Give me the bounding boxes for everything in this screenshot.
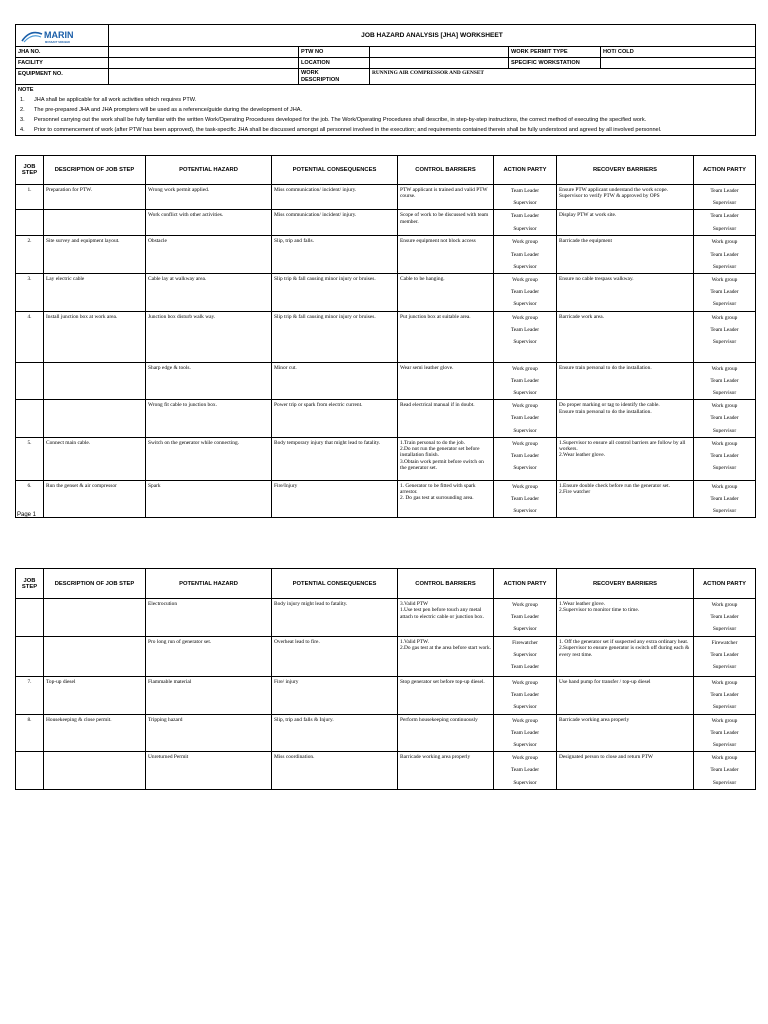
action-party-entry: Team Leader	[710, 289, 739, 296]
location-value	[370, 58, 509, 69]
recovery-barrier-cell: Ensure train personal to do the installation.	[557, 362, 694, 400]
page-number: Page 1	[17, 512, 37, 518]
note-item	[20, 115, 753, 125]
work-permit-type-value: HOT/ COLD	[601, 47, 756, 58]
action-party-entry: Work group	[512, 680, 538, 686]
action-party-entry: Supervisor	[712, 465, 737, 472]
description-cell: Install junction box at work area.	[44, 311, 146, 362]
hazard-cell: Electrocution	[146, 599, 272, 637]
action-party-entry: Team Leader	[710, 415, 739, 422]
action-party-entry: Work group	[512, 717, 538, 724]
recovery-barrier-cell: Do proper marking or tag to identify the cable. Ensure train personal to do the installation.	[557, 400, 694, 438]
action-party-entry: Team Leader	[710, 453, 739, 460]
action-party-entry: Team Leader	[510, 289, 540, 296]
description-cell	[44, 210, 146, 236]
facility-label: FACILITY	[16, 58, 109, 69]
action-party-2-cell	[694, 437, 756, 480]
action-party-entry: Work group	[711, 717, 738, 724]
action-party-entry: Supervisor	[712, 508, 737, 515]
consequences-cell: Slip, trip and falls.	[272, 236, 398, 274]
action-party-entry: Team Leader	[510, 496, 540, 503]
action-party-cell	[494, 437, 557, 480]
description-cell: Top-up diesel	[44, 677, 146, 715]
action-party-2-cell	[694, 311, 756, 362]
consequences-cell: Slip trip & fall causing minor injury or bruises.	[272, 274, 398, 312]
table-row	[16, 437, 756, 480]
jha-table-page-2	[15, 568, 756, 790]
description-cell	[44, 362, 146, 400]
control-barrier-cell: Ensure equipment not block access	[398, 236, 494, 274]
action-party-entry: Team Leader	[510, 213, 540, 220]
action-party-entry: Supervisor	[712, 200, 737, 207]
hazard-cell: Spark	[146, 480, 272, 518]
job-step-cell: 6.	[16, 480, 44, 518]
col-job-step: JOB STEP	[16, 156, 44, 185]
action-party-entry: Team Leader	[710, 251, 739, 258]
action-party-entry: Work group	[711, 403, 738, 410]
job-step-cell: 2.	[16, 236, 44, 274]
action-party-cell	[494, 480, 557, 518]
note-item	[20, 105, 753, 115]
control-barrier-cell: 1.Train personal to do the job. 2.Do not run the generator set before installation finish. 3.Obtain work permit before switch on the generator set.	[398, 437, 494, 480]
recovery-barrier-cell: 1.Wear leather glove. 2.Supervisor to monitor time to time.	[557, 599, 694, 637]
control-barrier-cell: 1.Valid PTW. 2.Do gas test at the area before start work.	[398, 637, 494, 677]
col-hazard: POTENTIAL HAZARD	[146, 569, 272, 599]
action-party-entry: Supervisor	[712, 626, 737, 633]
hazard-cell: Unreturned Permit	[146, 752, 272, 790]
description-cell	[44, 599, 146, 637]
note-text: JHA shall be applicable for all work activities which requires PTW.	[34, 97, 197, 103]
control-barrier-cell: Wear semi leather glove.	[398, 362, 494, 400]
jha-no-value	[109, 47, 299, 58]
col-control: CONTROL BARRIERS	[398, 156, 494, 185]
col-description: DESCRIPTION OF JOB STEP	[44, 156, 146, 185]
table-row	[16, 311, 756, 362]
action-party-entry: Work group	[711, 277, 738, 284]
action-party-entry: Work group	[512, 483, 538, 490]
job-step-cell: 3.	[16, 274, 44, 312]
action-party-entry: Team Leader	[510, 614, 540, 621]
control-barrier-cell: 1. Generator to be fitted with spark arrestor. 2. Do gas test at surrounding area.	[398, 480, 494, 518]
action-party-entry: Supervisor	[712, 263, 737, 270]
table-row	[16, 274, 756, 312]
table-row	[16, 480, 756, 518]
action-party-entry: Supervisor	[513, 339, 537, 346]
table-row	[16, 677, 756, 715]
work-permit-type-label: WORK PERMIT TYPE	[509, 47, 601, 58]
job-step-cell	[16, 400, 44, 438]
notes-section	[16, 85, 756, 136]
action-party-2-cell	[694, 210, 756, 236]
action-party-entry: Supervisor	[513, 742, 537, 749]
hazard-cell: Flammable material	[146, 677, 272, 715]
action-party-entry: Supervisor	[513, 263, 537, 270]
specific-workstation-label: SPECIFIC WORKSTATION	[509, 58, 601, 69]
ptw-no-label: PTW NO	[299, 47, 370, 58]
col-consequences: POTENTIAL CONSEQUENCES	[272, 156, 398, 185]
control-barrier-cell: 3.Valid PTW 1.Use test pen before touch any metal attach to electric cable or junction box.	[398, 599, 494, 637]
facility-value	[109, 58, 299, 69]
document-title: JOB HAZARD ANALYSIS [JHA] WORKSHEET	[109, 25, 756, 47]
hazard-cell: Cable lay at walkway area.	[146, 274, 272, 312]
table-row	[16, 400, 756, 438]
control-barrier-cell: Perform housekeeping continuously	[398, 714, 494, 752]
action-party-entry: Supervisor	[513, 704, 537, 711]
hazard-cell: Switch on the generator while connecting.	[146, 437, 272, 480]
description-cell: Site survey and equipment layout.	[44, 236, 146, 274]
table-row	[16, 637, 756, 677]
col-hazard: POTENTIAL HAZARD	[146, 156, 272, 185]
col-action-party: ACTION PARTY	[494, 156, 557, 185]
recovery-barrier-cell: Ensure no cable trespass walkway.	[557, 274, 694, 312]
description-cell: Housekeeping & close permit.	[44, 714, 146, 752]
action-party-entry: Supervisor	[513, 200, 537, 207]
action-party-cell	[494, 210, 557, 236]
action-party-entry: Supervisor	[712, 390, 737, 397]
action-party-entry: Work group	[512, 239, 538, 246]
job-step-cell	[16, 210, 44, 236]
action-party-entry: Work group	[711, 680, 738, 686]
recovery-barrier-cell: 1.Supervisor to ensure all control barriers are follow by all workers. 2.Wear leather glove.	[557, 437, 694, 480]
description-cell: Lay electric cable	[44, 274, 146, 312]
action-party-2-cell	[694, 677, 756, 715]
control-barrier-cell: Put junction box at suitable area.	[398, 311, 494, 362]
action-party-cell	[494, 311, 557, 362]
action-party-entry: Supervisor	[712, 301, 737, 308]
control-barrier-cell: Cable to be hanging.	[398, 274, 494, 312]
action-party-entry: Supervisor	[712, 427, 737, 434]
specific-workstation-value	[601, 58, 756, 69]
logo-cell	[16, 25, 109, 47]
note-number: 3.	[20, 117, 25, 123]
col-action-party-2: ACTION PARTY	[694, 156, 756, 185]
action-party-entry: Team Leader	[710, 692, 739, 699]
action-party-entry: Team Leader	[510, 692, 540, 699]
action-party-entry: Work group	[512, 602, 538, 608]
logo-subtext: MUSSAVT SDN BHD	[45, 41, 71, 44]
col-recovery: RECOVERY BARRIERS	[557, 156, 694, 185]
consequences-cell: Body injury might lead to fatality.	[272, 599, 398, 637]
company-logo	[20, 28, 104, 44]
action-party-entry: Supervisor	[712, 704, 737, 711]
action-party-cell	[494, 400, 557, 438]
action-party-entry: Work group	[711, 440, 738, 447]
action-party-entry: Supervisor	[513, 390, 537, 397]
logo-text: MARIN	[44, 30, 74, 40]
action-party-entry: Supervisor	[513, 427, 537, 434]
description-cell	[44, 400, 146, 438]
action-party-entry: Firewatcher	[512, 640, 538, 646]
table-row	[16, 752, 756, 790]
consequences-cell: Miss communication/ incident/ injury.	[272, 185, 398, 210]
jha-header-table	[15, 24, 756, 136]
description-cell: Preparation for PTW.	[44, 185, 146, 210]
action-party-cell	[494, 677, 557, 715]
action-party-entry: Supervisor	[513, 465, 537, 472]
hazard-cell: Sharp edge & tools.	[146, 362, 272, 400]
job-step-cell	[16, 362, 44, 400]
hazard-cell: Tripping hazard	[146, 714, 272, 752]
action-party-cell	[494, 274, 557, 312]
job-step-cell: 1.	[16, 185, 44, 210]
note-item	[20, 125, 753, 135]
action-party-entry: Work group	[512, 277, 538, 284]
col-job-step: JOB STEP	[16, 569, 44, 599]
recovery-barrier-cell: Designated person to close and return PTW	[557, 752, 694, 790]
note-text: Prior to commencement of work (after PTW has been approved), the task-specific JHA shall be discussed amongst all personnel involved in the execution; and requirements contained therein shall be fully understood and agreed by all involved personnel.	[34, 127, 662, 133]
hazard-cell: Obstacle	[146, 236, 272, 274]
action-party-entry: Team Leader	[510, 188, 540, 194]
table-row	[16, 185, 756, 210]
job-step-cell: 7.	[16, 677, 44, 715]
col-recovery: RECOVERY BARRIERS	[557, 569, 694, 599]
recovery-barrier-cell: Use hand pump for transfer / top-up diesel	[557, 677, 694, 715]
control-barrier-cell: Read electrical manual if in doubt.	[398, 400, 494, 438]
action-party-entry: Team Leader	[710, 767, 739, 774]
action-party-entry: Work group	[512, 314, 538, 321]
note-text: Personnel carrying out the work shall be fully familiar with the written Work/Operating Procedures developed for the job. The Work/Operating Procedures shall describe, in step-by-step instructions, the correct method of executing the specified work.	[34, 117, 647, 123]
action-party-cell	[494, 185, 557, 210]
note-text: The pre-prepared JHA and JHA prompters will be used as a reference/guide during the development of JHA.	[34, 107, 303, 113]
control-barrier-cell: Stop generator set before top-up diesel.	[398, 677, 494, 715]
description-cell: Run the genset & air compressor	[44, 480, 146, 518]
hazard-cell: Pro long run of generator set.	[146, 637, 272, 677]
equipment-no-value	[109, 69, 299, 85]
action-party-entry: Supervisor	[712, 225, 737, 232]
action-party-entry: Team Leader	[510, 767, 540, 774]
recovery-barrier-cell: 1.Ensure double check before run the generator set. 2.Fire watcher	[557, 480, 694, 518]
action-party-entry: Firewatcher	[711, 640, 738, 646]
control-barrier-cell: Barricade working area properly	[398, 752, 494, 790]
hazard-cell: Wrong work permit applied.	[146, 185, 272, 210]
action-party-cell	[494, 599, 557, 637]
hazard-cell: Work conflict with other activities.	[146, 210, 272, 236]
action-party-cell	[494, 637, 557, 677]
notes-list	[18, 95, 753, 135]
action-party-entry: Supervisor	[513, 225, 537, 232]
action-party-entry: Work group	[512, 403, 538, 410]
action-party-2-cell	[694, 185, 756, 210]
consequences-cell: Miss coordination.	[272, 752, 398, 790]
action-party-entry: Team Leader	[710, 652, 739, 659]
action-party-cell	[494, 714, 557, 752]
table-row	[16, 599, 756, 637]
action-party-entry: Team Leader	[510, 377, 540, 384]
hazard-cell: Wrong fit cable to junction box.	[146, 400, 272, 438]
description-cell	[44, 637, 146, 677]
action-party-2-cell	[694, 714, 756, 752]
action-party-entry: Supervisor	[513, 508, 537, 515]
consequences-cell: Slip, trip and falls & Injury.	[272, 714, 398, 752]
action-party-entry: Team Leader	[510, 415, 540, 422]
action-party-entry: Work group	[711, 602, 738, 608]
work-description-label-line2: DESCRIPTION	[301, 77, 340, 83]
note-item	[20, 95, 753, 105]
job-step-cell	[16, 752, 44, 790]
job-step-cell	[16, 637, 44, 677]
action-party-entry: Supervisor	[513, 301, 537, 308]
location-label: LOCATION	[299, 58, 370, 69]
control-barrier-cell: PTW applicant is trained and valid PTW course.	[398, 185, 494, 210]
description-cell	[44, 752, 146, 790]
consequences-cell: Miss communication/ incident/ injury.	[272, 210, 398, 236]
consequences-cell: Body temporary injury that might lead to fatality.	[272, 437, 398, 480]
description-cell: Connect main cable.	[44, 437, 146, 480]
jha-no-label: JHA NO.	[16, 47, 109, 58]
action-party-entry: Team Leader	[710, 496, 739, 503]
action-party-entry: Supervisor	[513, 652, 537, 659]
col-control: CONTROL BARRIERS	[398, 569, 494, 599]
action-party-cell	[494, 236, 557, 274]
work-description-label-line1: WORK	[301, 70, 319, 76]
ptw-no-value	[370, 47, 509, 58]
job-step-cell: 4.	[16, 311, 44, 362]
jha-rows-page-2	[16, 599, 756, 790]
action-party-entry: Supervisor	[712, 742, 737, 749]
consequences-cell: Power trip or spark from electric current.	[272, 400, 398, 438]
action-party-entry: Supervisor	[712, 779, 737, 786]
action-party-entry: Work group	[711, 365, 738, 372]
work-description-label	[299, 69, 370, 85]
recovery-barrier-cell: 1. Off the generator set if suspected any extra ordinary heat. 2.Supervisor to ensure generator is switch off during each & every rest time.	[557, 637, 694, 677]
action-party-2-cell	[694, 752, 756, 790]
jha-table-page-1	[15, 155, 756, 518]
col-action-party: ACTION PARTY	[494, 569, 557, 599]
action-party-entry: Team Leader	[710, 188, 739, 194]
action-party-entry: Work group	[711, 239, 738, 246]
note-number: 4.	[20, 127, 25, 133]
recovery-barrier-cell: Display PTW at work site.	[557, 210, 694, 236]
recovery-barrier-cell: Barricade working area properly	[557, 714, 694, 752]
job-step-cell	[16, 599, 44, 637]
table-row	[16, 362, 756, 400]
action-party-entry: Work group	[512, 440, 538, 447]
recovery-barrier-cell: Barricade the equipment	[557, 236, 694, 274]
action-party-entry: Team Leader	[710, 326, 739, 333]
action-party-entry: Work group	[711, 755, 738, 762]
action-party-entry: Team Leader	[710, 377, 739, 384]
action-party-2-cell	[694, 400, 756, 438]
job-step-cell: 8.	[16, 714, 44, 752]
consequences-cell: Overheat lead to fire.	[272, 637, 398, 677]
action-party-entry: Work group	[711, 483, 738, 490]
action-party-entry: Supervisor	[513, 626, 537, 633]
recovery-barrier-cell: Barricade work area.	[557, 311, 694, 362]
work-description-value: RUNNING AIR COMPRESSOR AND GENSET	[370, 69, 756, 85]
col-description: DESCRIPTION OF JOB STEP	[44, 569, 146, 599]
action-party-2-cell	[694, 236, 756, 274]
action-party-cell	[494, 752, 557, 790]
action-party-entry: Team Leader	[510, 453, 540, 460]
col-action-party-2: ACTION PARTY	[694, 569, 756, 599]
action-party-entry: Supervisor	[712, 664, 737, 671]
jha-rows-page-1	[16, 185, 756, 518]
action-party-entry: Team Leader	[710, 729, 739, 736]
action-party-2-cell	[694, 637, 756, 677]
action-party-entry: Team Leader	[510, 326, 540, 333]
action-party-entry: Supervisor	[513, 779, 537, 786]
note-number: 2.	[20, 107, 25, 113]
col-consequences: POTENTIAL CONSEQUENCES	[272, 569, 398, 599]
table-row	[16, 236, 756, 274]
action-party-entry: Work group	[512, 365, 538, 372]
consequences-cell: Fire/Injury	[272, 480, 398, 518]
table-row	[16, 714, 756, 752]
action-party-2-cell	[694, 599, 756, 637]
action-party-2-cell	[694, 274, 756, 312]
action-party-cell	[494, 362, 557, 400]
job-step-cell: 5.	[16, 437, 44, 480]
action-party-entry: Team Leader	[510, 729, 540, 736]
notes-title: NOTE	[18, 87, 34, 93]
action-party-entry: Work group	[711, 314, 738, 321]
hazard-cell: Junction box disturb walk way.	[146, 311, 272, 362]
action-party-entry: Supervisor	[712, 339, 737, 346]
action-party-entry: Team Leader	[710, 614, 739, 621]
action-party-entry: Team Leader	[510, 664, 540, 671]
recovery-barrier-cell: Ensure PTW applicant understand the work scope. Supervisor to verify PTW & approved by OPS	[557, 185, 694, 210]
consequences-cell: Fire/ injury	[272, 677, 398, 715]
action-party-entry: Work group	[512, 755, 538, 762]
consequences-cell: Minor cut.	[272, 362, 398, 400]
action-party-2-cell	[694, 362, 756, 400]
table-row	[16, 210, 756, 236]
consequences-cell: Slip trip & fall causing minor injury or bruises.	[272, 311, 398, 362]
control-barrier-cell: Scope of work to be discussed with team member.	[398, 210, 494, 236]
action-party-entry: Team Leader	[710, 213, 739, 220]
note-number: 1.	[20, 97, 25, 103]
equipment-no-label: EQUIPMENT NO.	[16, 69, 109, 85]
action-party-entry: Team Leader	[510, 251, 540, 258]
action-party-2-cell	[694, 480, 756, 518]
